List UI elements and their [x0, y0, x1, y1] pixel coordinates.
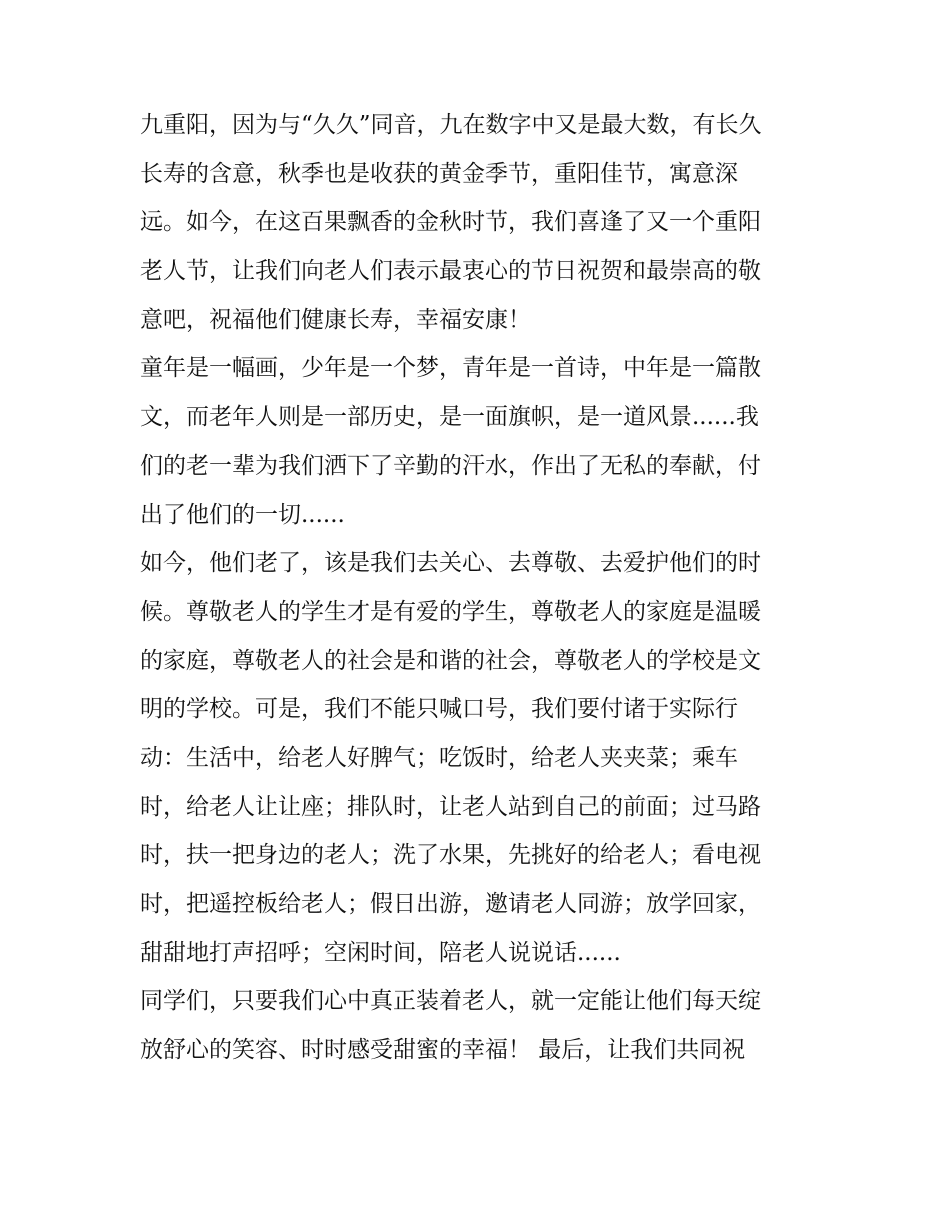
text-line: 时，把遥控板给老人；假日出游，邀请老人同游；放学回家， [140, 891, 761, 917]
text-line: 动：生活中，给老人好脾气；吃饭时，给老人夹夹菜；乘车 [140, 744, 738, 771]
text-line: 甜甜地打声招呼；空闲时间，陪老人说说话...... [140, 939, 621, 966]
text-line: 九重阳，因为与“久久”同音，九在数字中又是最大数，有长久 [140, 112, 762, 138]
text-line: 时，给老人让让座；排队时，让老人站到自己的前面；过马路 [140, 793, 761, 820]
text-line: 出了他们的一切...... [140, 501, 345, 528]
text-line: 童年是一幅画，少年是一个梦，青年是一首诗，中年是一篇散 [140, 355, 761, 382]
text-line: 们的老一辈为我们洒下了辛勤的汗水，作出了无私的奉献，付 [140, 452, 761, 479]
text-line: 老人节，让我们向老人们表示最衷心的节日祝贺和最崇高的敬 [140, 258, 761, 285]
text-line: 同学们，只要我们心中真正装着老人，就一定能让他们每天绽 [140, 988, 761, 1015]
text-line: 如今，他们老了，该是我们去关心、去尊敬、去爱护他们的时 [140, 550, 761, 577]
text-line: 明的学校。可是，我们不能只喊口号，我们要付诸于实际行 [140, 696, 738, 723]
text-line: 长寿的含意，秋季也是收获的黄金季节，重阳佳节，寓意深 [140, 160, 738, 187]
text-line: 文，而老年人则是一部历史，是一面旗帜，是一道风景......我 [140, 404, 759, 431]
text-line: 远。如今，在这百果飘香的金秋时节，我们喜逢了又一个重阳 [140, 209, 761, 236]
text-line: 放舒心的笑容、时时感受甜蜜的幸福！ 最后，让我们共同祝 [140, 1037, 746, 1064]
text-line: 候。尊敬老人的学生才是有爱的学生，尊敬老人的家庭是温暖 [140, 598, 761, 625]
text-line: 的家庭，尊敬老人的社会是和谐的社会，尊敬老人的学校是文 [140, 647, 761, 674]
document-body [140, 101, 820, 1075]
text-line: 意吧，祝福他们健康长寿，幸福安康！ [140, 306, 531, 333]
text-line: 时，扶一把身边的老人；洗了水果，先挑好的给老人；看电视 [140, 842, 761, 869]
